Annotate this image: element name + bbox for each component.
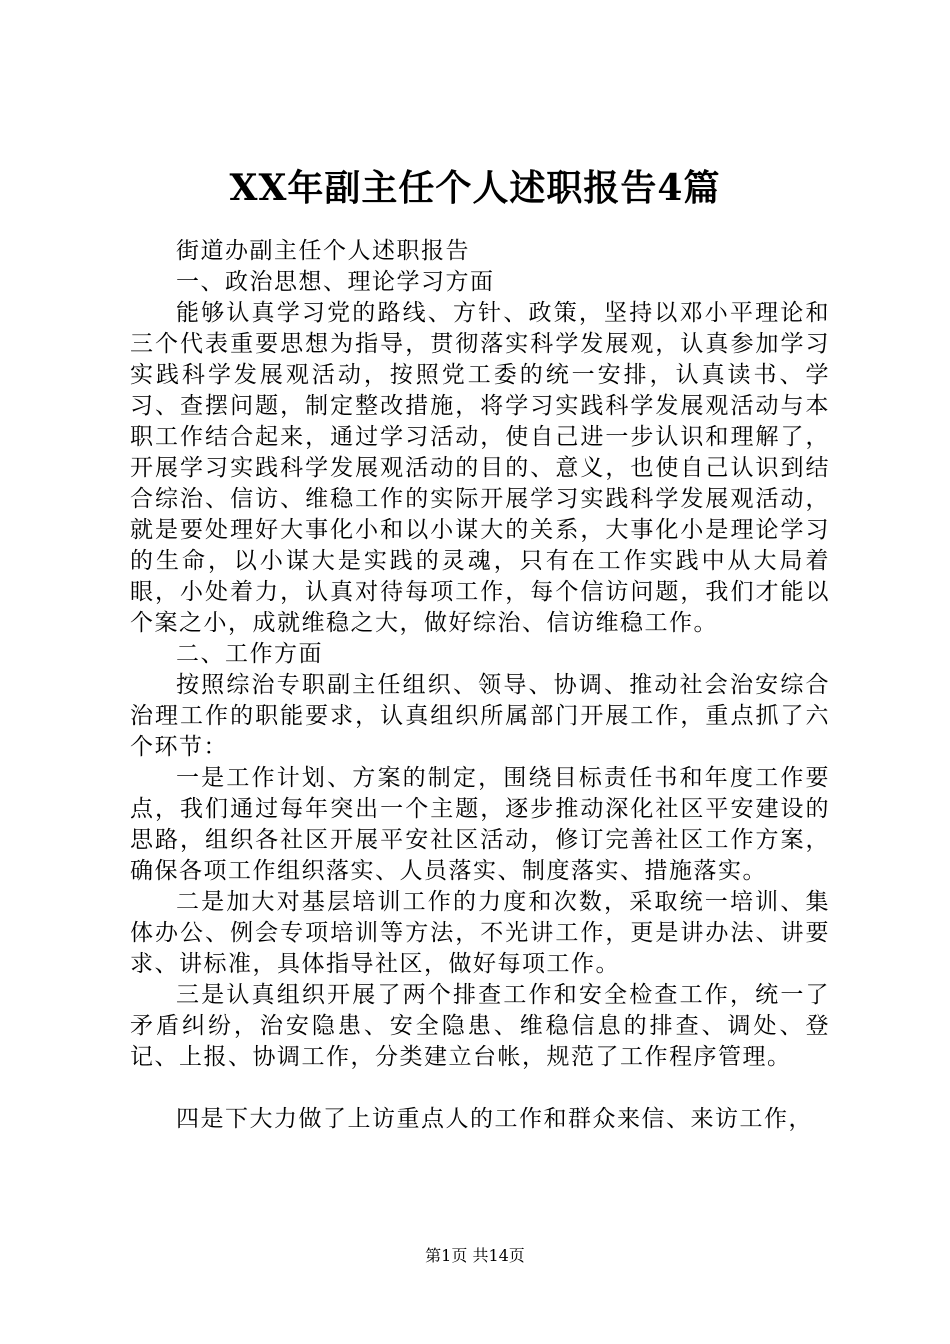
- paragraph: 二、工作方面: [176, 641, 323, 667]
- paragraph: 街道办副主任个人述职报告: [176, 238, 470, 264]
- document-body: [130, 236, 830, 1135]
- paragraph: 二是加大对基层培训工作的力度和次数，采取统一培训、集体办公、例会专项培训等方法，不光讲工作，更是讲办法、讲要求、讲标准，具体指导社区，做好每项工作。: [130, 889, 830, 977]
- page-footer: 第1页 共14页: [425, 1246, 525, 1265]
- paragraph: 一是工作计划、方案的制定，围绕目标责任书和年度工作要点，我们通过每年突出一个主题，逐步推动深化社区平安建设的思路，组织各社区开展平安社区活动，修订完善社区工作方案，确保各项工作组织落实、人员落实、制度落实、措施落实。: [130, 765, 830, 884]
- paragraph: 一、政治思想、理论学习方面: [176, 269, 495, 295]
- paragraph: 能够认真学习党的路线、方针、政策，坚持以邓小平理论和三个代表重要思想为指导，贯彻落实科学发展观，认真参加学习实践科学发展观活动，按照党工委的统一安排，认真读书、学习、查摆问题，制定整改措施，将学习实践科学发展观活动与本职工作结合起来，通过学习活动，使自己进一步认识和理解了，开展学习实践科学发展观活动的目的、意义，也使自己认识到结合综治、信访、维稳工作的实际开展学习实践科学发展观活动，就是要处理好大事化小和以小谋大的关系，大事化小是理论学习的生命，以小谋大是实践的灵魂，只有在工作实践中从大局着眼，小处着力，认真对待每项工作，每个信访问题，我们才能以个案之小，成就维稳之大，做好综治、信访维稳工作。: [130, 300, 830, 636]
- paragraph: 四是下大力做了上访重点人的工作和群众来信、来访工作，: [176, 1106, 813, 1132]
- paragraph: 三是认真组织开展了两个排查工作和安全检查工作，统一了矛盾纠纷，治安隐患、安全隐患、维稳信息的排查、调处、登记、上报、协调工作，分类建立台帐，规范了工作程序管理。: [130, 982, 830, 1070]
- paragraph: 按照综治专职副主任组织、领导、协调、推动社会治安综合治理工作的职能要求，认真组织所属部门开展工作，重点抓了六个环节：: [130, 672, 830, 760]
- document-title: XX年副主任个人述职报告4篇: [229, 167, 721, 209]
